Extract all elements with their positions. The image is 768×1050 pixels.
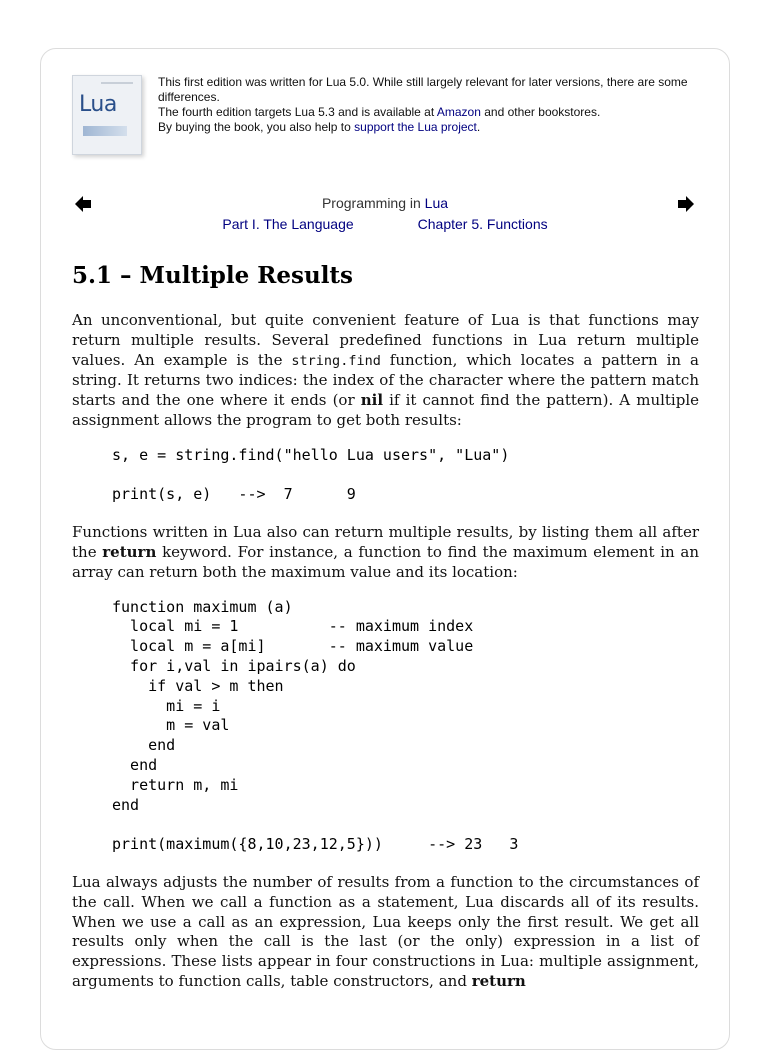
book-cover-image[interactable] [72,75,142,155]
banner-text-fragment: By buying the book, you also help to [158,120,355,134]
text-fragment: function, which locates a pattern in a string. It returns two indices: the index of the character where the pattern match starts and the one where it ends (or [72,350,699,410]
support-lua-link[interactable]: support the Lua project [354,120,477,134]
text-fragment: keyword. For instance, a function to find the maximum element in an array can return both the maximum value and its location: [72,542,699,581]
paragraph [72,873,699,992]
keyword: return [471,971,526,990]
amazon-link[interactable]: Amazon [436,105,481,119]
spacer [72,431,699,446]
section-body [72,311,699,992]
text-fragment: Functions written in Lua also can return multiple results, by listing them all after the [72,523,699,561]
code-block: function maximum (a) local mi = 1 -- maximum index local m = a[mi] -- maximum value for i,val in ipairs(a) do if val > m then mi = i m = val end end return m, mi end print(maximum({8,10,23,12,5})) --> 23 3 [112,597,519,854]
book-title-nav [41,195,729,211]
edition-banner [72,75,712,155]
text-fragment: An unconventional, but quite convenient feature of Lua is that functions may return multiple results. Several predefined functions in Lua return multiple values. An example is the [72,311,699,369]
banner-text-fragment: The fourth edition targets Lua 5.3 and is available at [158,105,437,119]
spacer [72,583,699,598]
banner-line-3 [158,120,710,135]
keyword: return [102,542,157,561]
spacer [72,505,699,523]
banner-text-fragment: and other bookstores. [480,105,601,119]
lua-home-link[interactable]: Lua [424,195,449,211]
text-fragment: if it cannot find the pattern). A multiple assignment allows the program to get both results: [72,391,699,429]
chapter-link[interactable]: Chapter 5. Functions [417,216,548,232]
inline-code: string.find [291,352,381,369]
part-link[interactable]: Part I. The Language [222,216,354,232]
next-page-arrow-icon[interactable] [677,195,695,213]
spacer [72,855,699,873]
paragraph [72,311,699,431]
page-card [40,48,730,1050]
cover-decoration [83,126,127,136]
cover-title: Lua [79,92,117,117]
banner-text-fragment: . [476,120,481,134]
keyword: nil [360,391,384,410]
banner-text [158,75,710,135]
paragraph [72,523,699,582]
cover-decoration [101,82,133,84]
breadcrumb [41,216,729,232]
banner-line-1: This first edition was written for Lua 5.0. While still largely relevant for later versions, there are some differences. [158,75,688,104]
text-fragment: Lua always adjusts the number of results from a function to the circumstances of the call. When we call a function as a statement, Lua discards all of its results. When we use a call as an expression, Lua keeps only the first result. We get all results only when the call is the last (or the only) expression in a list of expressions. These lists appear in four constructions in Lua: multiple assignment, arguments to function calls, table constructors, and [72,872,699,990]
book-title-text: Programming in [321,195,425,211]
code-block: s, e = string.find("hello Lua users", "Lua") print(s, e) --> 7 9 [112,445,510,504]
banner-line-2 [158,105,710,120]
section-title: 5.1 – Multiple Results [72,262,353,289]
